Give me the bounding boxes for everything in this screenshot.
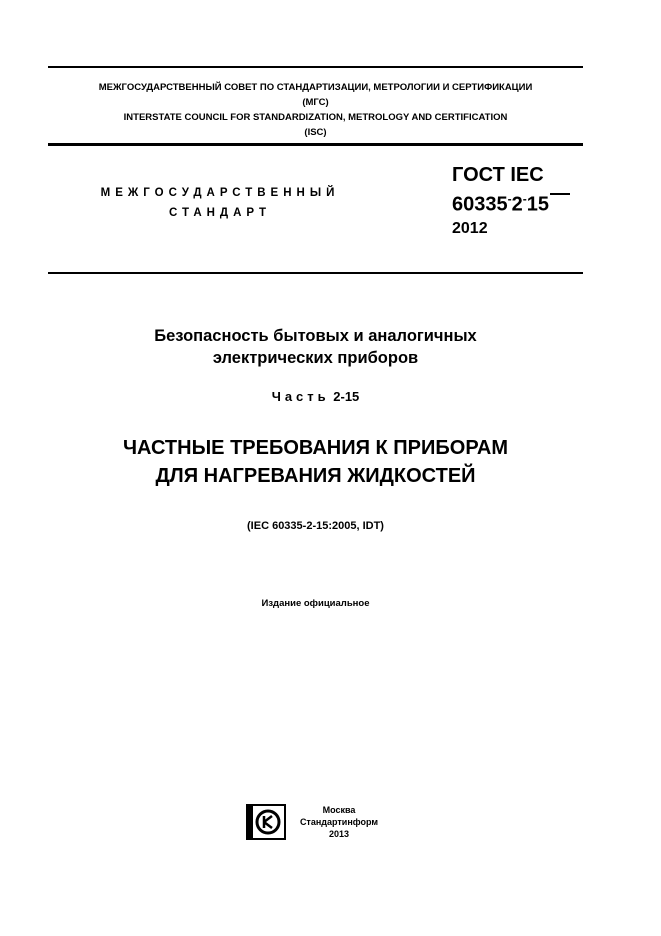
standard-type-line2: СТАНДАРТ <box>169 207 271 219</box>
council-ru-line1: МЕЖГОСУДАРСТВЕННЫЙ СОВЕТ ПО СТАНДАРТИЗАЦИИ, МЕТРОЛОГИИ И СЕРТИФИКАЦИИ <box>98 82 533 93</box>
council-en-line1: INTERSTATE COUNCIL FOR STANDARDIZATION, METROLOGY AND CERTIFICATION <box>123 112 508 123</box>
gost-designation <box>452 163 570 241</box>
document-title <box>48 325 583 369</box>
title-line2: электрических приборов <box>212 349 419 367</box>
title-line1: Безопасность бытовых и аналогичных <box>154 327 477 345</box>
gost-number-b: 2 <box>511 193 523 216</box>
council-header <box>48 80 583 140</box>
part-word: Часть <box>271 389 330 404</box>
gost-number: 60335-2-15 <box>452 187 570 217</box>
gost-number-a: 60335 <box>452 193 508 216</box>
gost-number-c: 15 <box>526 193 549 216</box>
document-subtitle <box>48 434 583 490</box>
council-ru-line2: (МГС) <box>302 97 329 108</box>
standard-type <box>90 183 350 223</box>
gost-year: 2012 <box>452 219 488 237</box>
iec-reference: (IEC 60335-2-15:2005, IDT) <box>247 520 384 532</box>
subtitle-line2: ДЛЯ НАГРЕВАНИЯ ЖИДКОСТЕЙ <box>155 465 476 487</box>
gost-dash <box>550 193 570 195</box>
council-en-line2: (ISC) <box>304 127 327 138</box>
publisher-name: Стандартинформ <box>299 817 379 827</box>
standartinform-logo-icon <box>246 804 286 840</box>
top-rule-thin <box>48 66 583 68</box>
gost-prefix: ГОСТ IEC <box>452 164 544 186</box>
designation-rule <box>48 272 583 274</box>
publisher-city: Москва <box>322 805 356 815</box>
part-number: 2-15 <box>333 389 360 404</box>
standard-type-line1: МЕЖГОСУДАРСТВЕННЫЙ <box>100 187 340 199</box>
publisher-block <box>294 804 384 840</box>
header-rule-thick <box>48 143 583 146</box>
edition-label: Издание официальное <box>261 598 370 609</box>
subtitle-line1: ЧАСТНЫЕ ТРЕБОВАНИЯ К ПРИБОРАМ <box>122 437 509 459</box>
publisher-year: 2013 <box>328 829 350 839</box>
part-label <box>48 389 583 404</box>
